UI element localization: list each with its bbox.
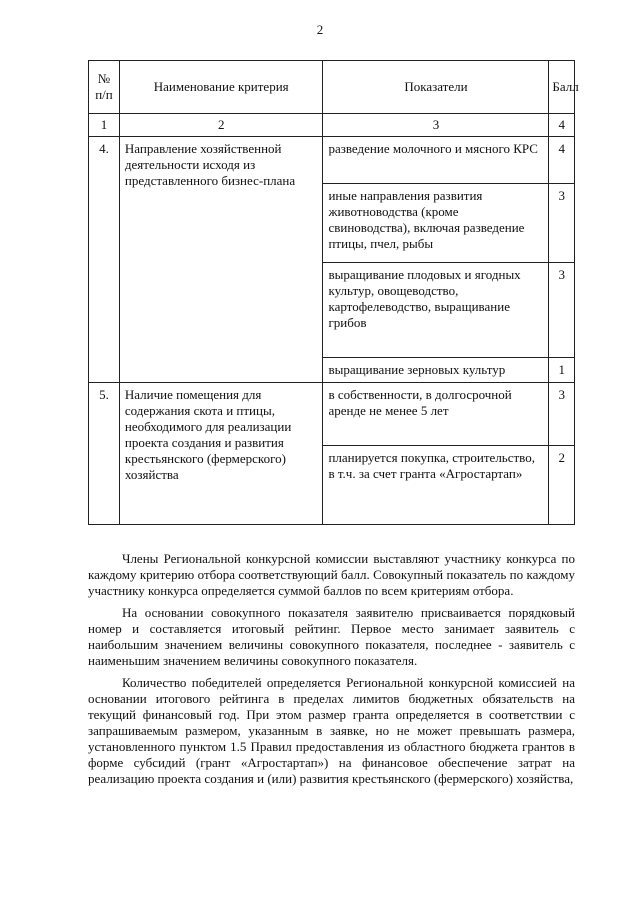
paragraph: На основании совокупного показателя заявителю присваивается порядковый номер и составляется итоговый рейтинг. Первое место занимает заявитель с наибольшим значением величины совокупного показателя, последнее - заявитель с наименьшим значением величины совокупного показателя. — [88, 605, 575, 668]
criterion-number: 4. — [89, 137, 120, 383]
indicator-text: разведение молочного и мясного КРС — [323, 137, 549, 184]
column-number: 1 — [89, 114, 120, 137]
indicator-text: планируется покупка, строительство, в т.ч. за счет гранта «Агростартап» — [323, 446, 549, 525]
indicator-text: выращивание плодовых и ягодных культур, овощеводство, картофелеводство, выращивание грибов — [323, 263, 549, 358]
table-row — [89, 137, 575, 184]
indicator-text: выращивание зерновых культур — [323, 358, 549, 383]
indicator-score: 3 — [549, 383, 575, 446]
table-header-row — [89, 61, 575, 114]
header-number: № п/п — [89, 61, 120, 114]
table-row — [89, 383, 575, 446]
column-number: 3 — [323, 114, 549, 137]
page-number: 2 — [316, 22, 324, 37]
indicator-score: 2 — [549, 446, 575, 525]
paragraph: Количество победителей определяется Региональной конкурсной комиссией на основании итогового рейтинга в пределах лимитов бюджетных обязательств на текущий финансовый год. При этом размер гранта определяется в соответствии с запрашиваемым размером, указанным в заявке, но не может превышать размера, установленного пунктом 1.5 Правил предоставления из областного бюджета грантов в форме субсидий (грант «Агростартап») на финансовое обеспечение затрат на реализацию проекта создания и (или) развития крестьянского (фермерского) хозяйства, — [88, 675, 575, 786]
column-number: 2 — [119, 114, 323, 137]
indicator-score: 1 — [549, 358, 575, 383]
criterion-name: Направление хозяйственной деятельности исходя из представленного бизнес-плана — [119, 137, 323, 383]
indicator-score: 4 — [549, 137, 575, 184]
header-indicators: Показатели — [323, 61, 549, 114]
column-number-row — [89, 114, 575, 137]
criterion-number: 5. — [89, 383, 120, 525]
column-number: 4 — [549, 114, 575, 137]
indicator-score: 3 — [549, 184, 575, 263]
criterion-name: Наличие помещения для содержания скота и птицы, необходимого для реализации проекта создания и развития крестьянского (фермерского) хозяйства — [119, 383, 323, 525]
indicator-text: иные направления развития животноводства (кроме свиноводства), включая разведение птицы, пчел, рыбы — [323, 184, 549, 263]
header-criterion-name: Наименование критерия — [119, 61, 323, 114]
paragraph: Члены Региональной конкурсной комиссии выставляют участнику конкурса по каждому критерию отбора соответствующий балл. Совокупный показатель по каждому участнику конкурса определяется суммой баллов по всем критериям отбора. — [88, 551, 575, 598]
body-text — [88, 551, 575, 793]
header-score: Балл — [549, 61, 575, 114]
criteria-table — [88, 60, 579, 525]
indicator-text: в собственности, в долгосрочной аренде не менее 5 лет — [323, 383, 549, 446]
indicator-score: 3 — [549, 263, 575, 358]
